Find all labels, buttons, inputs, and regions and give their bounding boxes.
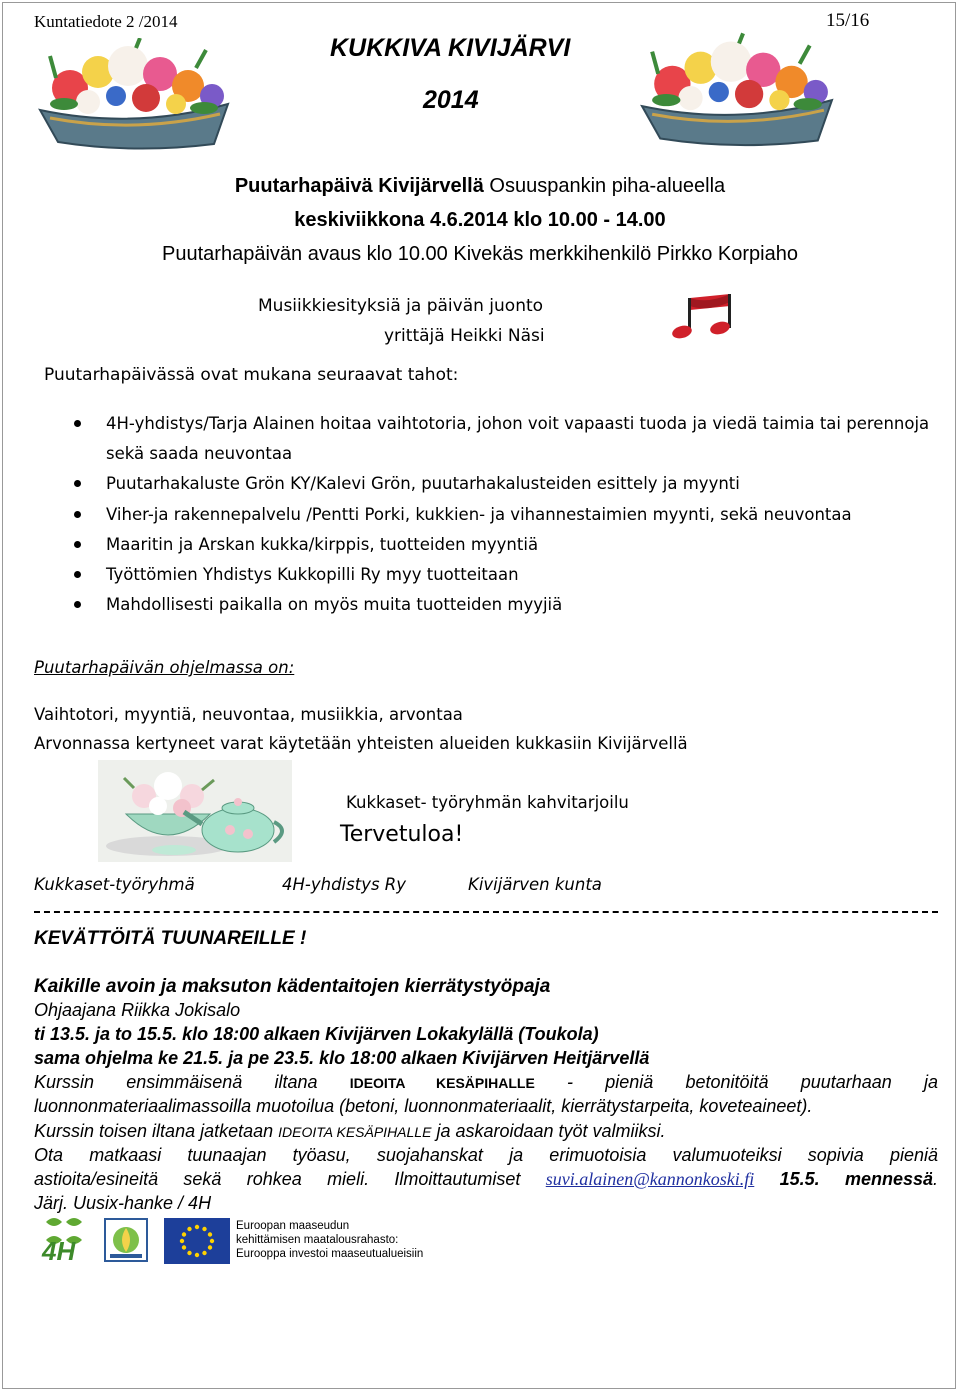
event-line3: Puutarhapäivän avaus klo 10.00 Kivekäs merkkihenkilö Pirkko Korpiaho: [162, 243, 798, 265]
music-line1: Musiikkiesityksiä ja päivän juonto: [258, 296, 544, 316]
list-item: Työttömien Yhdistys Kukkopilli Ry myy tuotteitaan: [70, 560, 930, 590]
4h-logo: [36, 1214, 92, 1264]
workshop-date2: sama ohjelma ke 21.5. ja pe 23.5. klo 18:00 alkaen Kivijärven Heitjärvellä: [34, 1048, 650, 1068]
eu-line2: kehittämisen maatalousrahasto:: [236, 1234, 399, 1246]
welcome-text: Tervetuloa!: [340, 822, 464, 847]
email-link[interactable]: suvi.alainen@kannonkoski.fi: [545, 1169, 755, 1189]
p2-caps: IDEOITA KESÄPIHALLE: [278, 1124, 432, 1140]
eu-line3: Eurooppa investoi maaseutualueisiin: [236, 1248, 424, 1260]
workshop-p3-line1: Ota matkaasi tuunaajan työasu, suojahanskat ja erimuotoisia valumuoteiksi sopivia pieniä: [34, 1145, 938, 1165]
workshop-instructor: Ohjaajana Riikka Jokisalo: [34, 1000, 241, 1020]
participants-intro: Puutarhapäivässä ovat mukana seuraavat tahot:: [44, 365, 459, 385]
music-note-icon: [668, 290, 734, 344]
eu-flag: [164, 1218, 230, 1264]
workshop-date1: ti 13.5. ja to 15.5. klo 18:00 alkaen Kivijärven Lokakylällä (Toukola): [34, 1024, 599, 1044]
leader-logo: [104, 1218, 148, 1262]
organizer-kunta: Kivijärven kunta: [468, 875, 602, 894]
title-line2: 2014: [423, 86, 479, 114]
p2-a: Kurssin toisen iltana jatketaan: [34, 1121, 279, 1141]
svg-text:4H: 4H: [42, 1236, 76, 1264]
workshop-p3-line2: [34, 1169, 938, 1190]
page-number: 15/16: [826, 10, 870, 31]
event-line1-rest: Osuuspankin piha-alueella: [483, 175, 726, 197]
p1-b: - pieniä betonitöitä puutarhaan ja: [534, 1072, 938, 1092]
title-line1: KUKKIVA KIVIJÄRVI: [330, 34, 571, 62]
p1-caps: IDEOITA KESÄPIHALLE: [349, 1075, 535, 1091]
workshop-org: Järj. Uusix-hanke / 4H: [34, 1193, 212, 1213]
eu-logo-text: [236, 1219, 423, 1261]
organizer-kukkaset: Kukkaset-työryhmä: [34, 875, 195, 894]
organizer-4h: 4H-yhdistys Ry: [282, 875, 407, 894]
flower-boat-image: [36, 38, 232, 152]
p3-deadline: 15.5. mennessä: [754, 1169, 933, 1189]
program-heading: Puutarhapäivän ohjelmassa on:: [34, 658, 295, 677]
coffee-line: Kukkaset- työryhmän kahvitarjoilu: [346, 793, 629, 812]
list-item: Mahdollisesti paikalla on myös muita tuotteiden myyjiä: [70, 590, 930, 620]
music-line2: yrittäjä Heikki Näsi: [384, 326, 545, 346]
flower-boat-image-right: [638, 32, 836, 150]
event-line2: keskiviikkona 4.6.2014 klo 10.00 - 14.00: [294, 209, 666, 231]
program-line2: Arvonnassa kertyneet varat käytetään yhteisten alueiden kukkasiin Kivijärvellä: [34, 734, 688, 753]
tea-set-image: [98, 760, 292, 862]
list-item: Maaritin ja Arskan kukka/kirppis, tuotteiden myyntiä: [70, 530, 930, 560]
event-line1: [0, 175, 960, 198]
workshop-p1-line2: luonnonmateriaalimassoilla muotoilua (betoni, luonnonmateriaalit, kierrätystarpeita, koveteaineet).: [34, 1096, 813, 1116]
p2-b: ja askaroidaan työt valmiiksi.: [431, 1121, 666, 1141]
list-item: 4H-yhdistys/Tarja Alainen hoitaa vaihtotoria, johon voit vapaasti tuoda ja viedä taimia tai perennoja sekä saada neuvontaa: [70, 409, 930, 469]
workshop-heading: KEVÄTTÖITÄ TUUNAREILLE !: [34, 928, 307, 949]
program-line1: Vaihtotori, myyntiä, neuvontaa, musiikkia, arvontaa: [34, 705, 463, 724]
separator: [34, 911, 938, 913]
p3-end: .: [933, 1169, 939, 1189]
p1-a: Kurssin ensimmäisenä iltana: [34, 1072, 350, 1092]
eu-line1: Euroopan maaseudun: [236, 1220, 350, 1232]
workshop-p1-line1: [34, 1072, 938, 1093]
p3-a: astioita/esineitä sekä rohkea mieli. Ilmoittautumiset: [34, 1169, 546, 1189]
event-line1-bold: Puutarhapäivä Kivijärvellä: [234, 175, 484, 197]
header-left: Kuntatiedote 2 /2014: [34, 12, 178, 31]
list-item: Viher-ja rakennepalvelu /Pentti Porki, kukkien- ja vihannestaimien myynti, sekä neuvontaa: [70, 500, 930, 530]
participants-list: [70, 409, 930, 620]
list-item: Puutarhakaluste Grön KY/Kalevi Grön, puutarhakalusteiden esittely ja myynti: [70, 469, 930, 499]
workshop-title: Kaikille avoin ja maksuton kädentaitojen kierrätystyöpaja: [34, 976, 551, 997]
workshop-p2: [34, 1121, 666, 1142]
